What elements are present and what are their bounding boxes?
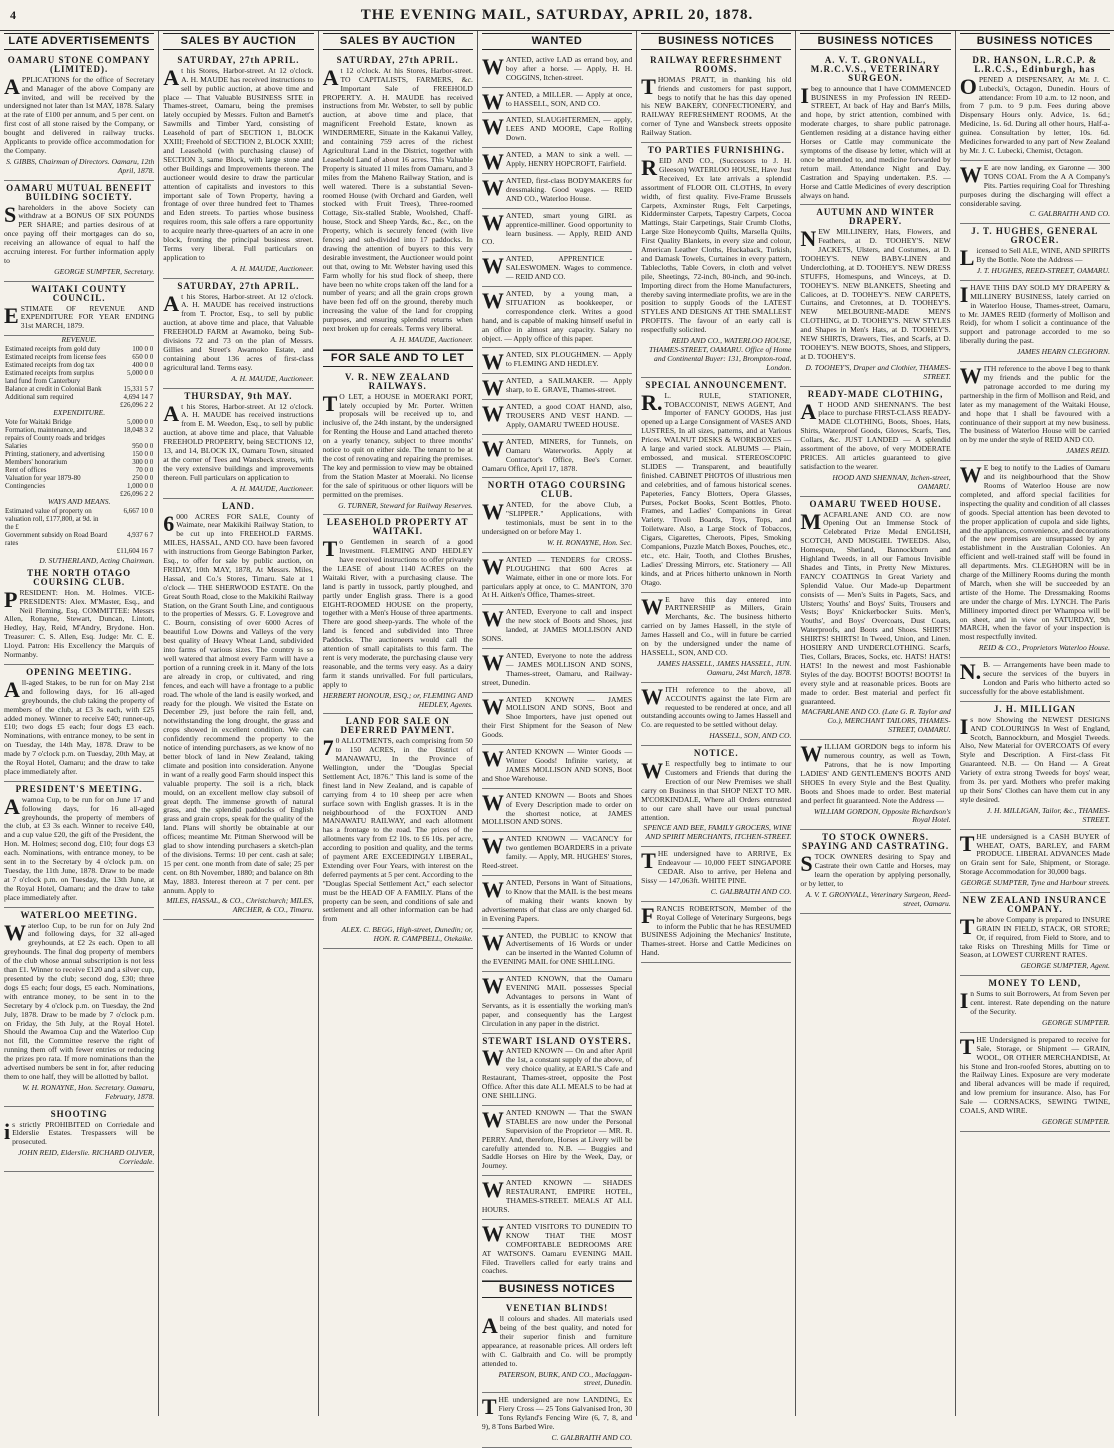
column-1 [0, 31, 159, 1416]
advertisement [482, 1034, 632, 1106]
section-heading: FOR SALE AND TO LET [323, 350, 473, 367]
column-heading: SALES BY AUCTION [163, 33, 313, 50]
account-row [4, 442, 154, 450]
ad-body: WANTED KNOWN — VACANCY for two gentlemen BOARDERS in a private family. — Apply, MR. HUGHES' Stores, Reed-street. [481, 833, 633, 871]
ad-signature: A. H. MAUDE, Auctioneer. [390, 335, 473, 344]
section-heading: BUSINESS NOTICES [482, 1281, 632, 1298]
advertisement [163, 499, 313, 921]
advertisement [482, 1106, 632, 1176]
advertisement [482, 287, 632, 348]
ad-signature: REID AND CO., WATERLOO HOUSE, THAMES-STREET, OAMARU. Office of Home and Continental Buyer: 131, Brompton-road, London. [648, 336, 792, 372]
advertisement [960, 161, 1110, 224]
ad-title: READY-MADE CLOTHING, [807, 388, 944, 399]
ad-title: DR. HANSON, L.R.C.P. & L.R.C.S., Edinburgh, has [972, 54, 1098, 74]
account-amount: 5,000 0 0 [127, 418, 154, 427]
ad-body: Licensed to Sell ALE, WINE, AND SPIRITS By the Bottle. Note the Address — [959, 245, 1110, 271]
advertisement [641, 847, 791, 902]
ad-title: OAMARU TWEED HOUSE. [809, 498, 942, 509]
advertisement [960, 461, 1110, 658]
advertisement [960, 893, 1110, 976]
account-amount: 5,000 0 0 [127, 369, 154, 378]
ad-title: J. T. HUGHES, GENERAL GROCER. [971, 226, 1099, 246]
ad-signature: C. GALBRAITH AND CO. [710, 886, 792, 896]
ad-signature: GEORGE SUMPTER. [1042, 1116, 1110, 1126]
ad-body: WANTED, a MILLER. — Apply at once, to HASSELL, SON, AND CO. [481, 88, 633, 114]
advertisement [482, 209, 632, 253]
ad-title: NEW ZEALAND INSURANCE COMPANY. [962, 895, 1107, 914]
ad-body: APPLICATIONS for the office of Secretary and Manager of the above Company are invited, and will be received by the undersigned not later than 1st MAY, 1878. Salary at the rate of £100 per annum, and 5 per cent. on first cost of all stone raised by the Company, or bought and delivered in railway trucks. Applicants to provide office accommodation for the Company. [4, 73, 155, 155]
ad-signature: GEORGE SUMPTER. [1042, 1017, 1110, 1027]
ad-signature: J. H. MILLIGAN, Tailor, &c., THAMES-STREET. [986, 805, 1110, 824]
advertisement [4, 53, 154, 181]
account-row [4, 450, 154, 458]
account-item: Rent of offices [5, 466, 47, 475]
ad-title: SATURDAY, 27th APRIL. [177, 54, 300, 65]
account-amount: 300 0 0 [132, 458, 154, 467]
ad-signature: C. GALBRAITH AND CO. [1029, 209, 1110, 219]
ad-body: is strictly PROHIBITED on Corriedale and Elderslie Estates. Trespassers will be prosecuted. [4, 1118, 155, 1147]
advertisement [482, 745, 632, 789]
account-row [4, 393, 154, 401]
ad-body: WANTED, smart young GIRL as apprentice-milliner. Good opportunity to learn business. — Apply, REID AND CO. [481, 209, 633, 247]
advertisement [960, 702, 1110, 830]
account-item: Valuation for year 1879-80 [5, 474, 81, 483]
advertisement [4, 566, 154, 665]
ad-title: RAILWAY REFRESHMENT ROOMS. [650, 54, 783, 74]
advertisement [960, 830, 1110, 893]
account-row [4, 418, 154, 426]
ad-signature: GEORGE SUMPTER, Tyne and Harbour streets. [960, 878, 1110, 888]
ad-title: SATURDAY, 27th APRIL. [336, 54, 459, 65]
ad-signature: W. H. RONAYNE, Hon. Secretary. Oamaru, February, 1878. [22, 1082, 155, 1101]
ad-body: WE are now landing, ex Garonne — 300 TONS COAL From the A A Company's Pits. Parties requiring Coal for Threshing purposes during the discharging will effect a considerable saving. [959, 161, 1110, 208]
ad-body: MACFARLANE AND CO. are now Opening Out an Immense Stock of Celebrated Prize Medal ENGLISH, SCOTCH, AND MOSGIEL TWEEDS. Also, Homespun, Shetland, Bannockburn and Highland Tweeds, in all our Famous Invisible Shades and Tints, in Pretty New Mixtures. FANCY COATINGS In Great Variety and Splendid Value. Our Made-up Department consists of — Men's Suits in Pagets, Sacs, and Ulsters; Youths' and Boys' Suits, Trousers and Vests; Boys' Knickerbocker Suits. Men's, Youths', and Boys' Overcoats, Dust Coats, Waterproofs, and Boots and Shoes. SHIRTS! SHIRTS! SHIRTS! In Tweed, Union, and Linen. HOSIERY AND UNDERCLOTHING. Scarfs, Ties, Collars, Braces, Socks, etc. HATS! HATS! HATS! In the newest and most Fashionable Styles of the day. BOOTS! BOOTS! BOOTS! In every style and at reasonable prices. Boots are made to order. Best material and perfect fit guaranteed. [800, 508, 951, 706]
ad-signature: D. TOOHEY'S, Draper and Clothier, THAMES-STREET. [805, 362, 951, 381]
advertisement [800, 830, 950, 913]
advertisement [960, 224, 1110, 281]
ad-body: WANTED, Everyone to note the address — JAMES MOLLISON AND SONS, Thames-street, Oamaru, and Railway-street, Dunedin. [481, 649, 633, 687]
ad-body: THE Undersigned is prepared to receive for Sale, Storage, or Shipment — GRAIN, WOOL, OR OTHER MERCHANDISE, At his Stone and Iron-roofed Stores, abutting on to the Railway Lines. Exposure are very moderate and liberal advances will be made if required, and low premium for insurance. Also, has For Sale — CORNSACKS, SEWING TWINE, COALS, AND WIRE. [959, 1033, 1110, 1116]
account-amount: 250 0 0 [132, 474, 154, 483]
ad-title: PRESIDENT'S MEETING. [15, 783, 143, 794]
advertisement [482, 88, 632, 114]
account-amount: 650 0 0 [132, 353, 154, 362]
advertisement [482, 1393, 632, 1448]
ad-body: WITH reference to the above I beg to thank my friends and the public for the patronage accorded to me during my partnership in the firm of Mollison and Reid, and later as my management of the Waitaki House, and hope that I shall be favoured with a continuance of their support at my new business. The business of Waterloo House will be carried on by me under the style of REID AND CO. [959, 363, 1110, 445]
ad-title: MONEY TO LEND, [988, 978, 1082, 989]
account-heading: REVENUE. [61, 335, 97, 345]
account-item: Balance at credit in Colonial Bank [5, 385, 102, 394]
advertisement [482, 435, 632, 479]
account-row [4, 385, 154, 393]
advertisement [800, 740, 950, 830]
ad-signature: A. H. MAUDE, Auctioneer. [231, 373, 314, 383]
column-heading: BUSINESS NOTICES [800, 33, 950, 50]
account-item: Estimated value of property on valuation roll, £177,800, at 9d. in the £ [5, 507, 99, 531]
ad-body: WANTED, active LAD as errand boy, and boy after a horse. — Apply, H. H. COGGINS, Itchen-street. [481, 53, 633, 82]
ad-body: R.L. RULE, STATIONER, TOBACCONIST, NEWS AGENT, And Importer of FANCY GOODS, Has just opened up a Large Consignment of VASES AND LUSTRES, In all sizes, patterns, and at Various Prices. WALNUT DESKS & WORKBOXES — A large and varied stock. ALBUMS — Plain, embossed, and musical. STEREOSCOPIC SLIDES — Transparent, and beautifully finished. CABINET PHOTOS Of illustrious men and celebrities, and of famous historical scenes. Papeteries, Fancy Blotters, Opera Glasses, Purses, Pocket Books, Scent Bottles, Photo. Frames, and Ladies' Companions in Great Variety. Tivoli Boards, Toys, Tops, and Toiletware. Also, a Large Stock of Tobaccos, Cigars, Cigarettes, Cheroots, Pipes, Smoking Companions, Puzzle Match Boxes, Pouches, etc., etc., etc. Hair, Tooth, and Clothes Brushes, Ladies' Dressing Mirrors, etc. Stationery — All kinds, and at Prices hitherto unknown in North Otago. [641, 389, 792, 587]
account-amount: 6,667 10 0 [123, 507, 154, 515]
ad-title: NOTICE. [693, 748, 739, 759]
column-6 [796, 31, 955, 1416]
advertisement [482, 53, 632, 88]
ad-body: THE undersigned are now LANDING, Ex Fiery Cross — 25 Tons Galvanised Iron, 30 Tons Ryland's Fencing Wire (6, 7, 8, and 9), 8 Tons Barbed Wire. [481, 1394, 633, 1432]
ad-body: Shareholders in the above Society can withdraw at a BONUS OF SIX POUNDS PER SHARE; and parties desirous of at once paying off their mortgages can do so, receiving an allowance of equal to half the accruing interest. For further information apply to [4, 201, 155, 265]
ad-title: TO PARTIES FURNISHING. [647, 145, 785, 156]
ad-signature: HERBERT HONOUR, ESQ.; or, FLEMING AND HEDLEY, Agents. [322, 690, 473, 709]
page-number: 4 [10, 8, 17, 22]
advertisement [960, 658, 1110, 702]
advertisement [482, 605, 632, 649]
advertisement [482, 148, 632, 174]
ad-body: WITH reference to the above, all ACCOUNTS against the late Firm are requested to be rendered at once, and all outstanding accounts owing to James Hassell and Co. are requested to be settled without delay. [641, 683, 792, 730]
advertisement [323, 714, 473, 949]
account-row [4, 474, 154, 482]
account-item: Estimated receipts from surplus land fund from Canterbury [5, 369, 94, 386]
advertisement [482, 113, 632, 148]
ad-body: 6000 ACRES FOR SALE, County of Waimate, near Makikihi Railway Station, to be cut up into FREEHOLD FARMS. MILES, HASSAL, AND CO. have been favored with instructions from George Babington Parker, Esq., to offer for sale by public auction, on FRIDAY, 10th MAY, 1878, At Messrs. Miles, Hassal, and Co.'s Stores, Timaru. Sale at 1 o'clock — THE SHERWOOD ESTATE. On the Great South Road, close to the Makikihi Railway Station, on the Grant South Line, and contiguous to the properties of Messrs. G. F. Lovegrove and C. Bourn, consisting of over 6000 Acres of beautiful Low Downs and Valleys of the very best quality of Heavy Wheat Land, subdivided into farms of various sizes. The country is so well watered that almost every Farm will have a portion of a running creek in it. Many of the lots are already in crop, or cultivated, and ring fences, and each will have a frontage to a public road. The whole of the land is easily worked, and ready for the plough. We visited the Estate on December 29, just before the rain fell, and, notwithstanding the long drought, the grass and crops showed in excellent condition. We can confidently recommend the property to the notice of intending purchasers, as we know of no better block of land in New Zealand, taking climate and position into consideration. Anyone in want of a really good Farm should inspect this valuable property. The soil is a rich, black mould, on an excellent mellow clay subsoil of great depth. The immense growth of natural grass, and the splendid paddocks of English grass and grain crops, speak for the quality of the land. Plans will shortly be obtainable at our offices; meantime Mr. Pitman Sherwood will be glad to show intending purchasers a sketch-plan of the divisions. Terms: 10 per cent. cash at sale; 15 per cent. one month from date of sale; 25 per cent. on 8th November, 1880; and balance on 8th May, 1883. Interest thereon at 7 per cent. per annum. Apply to [163, 510, 314, 895]
advertisement [482, 1301, 632, 1393]
advertisement [800, 205, 950, 386]
account-amount: 4,694 14 7 [123, 393, 154, 402]
advertisement [800, 53, 950, 206]
account-row [4, 482, 154, 490]
ad-body: In Sums to suit Borrowers, At from Seven per cent. interest. Rate depending on the nature of the Security. [959, 988, 1110, 1016]
ad-signature: GEORGE SUMPTER, Agent. [1020, 961, 1110, 971]
ad-body: WANTED KNOWN — SHADES RESTAURANT, EMPIRE HOTEL, THAMES-STREET. MEALS AT ALL HOURS. [481, 1177, 633, 1214]
advertisement [323, 515, 473, 714]
ad-body: AT HOOD AND SHENNAN'S. The best place to purchase FIRST-CLASS READY-MADE CLOTHING, Boots, Shoes, Hats, Shirts, Waterproof Goods, Gloves, Scarfs, Ties, Collars, &c. JUST LANDED — A splendid assortment of the above, of very MODERATE PRICES. All articles guaranteed to give satisfaction to the wearer. [800, 398, 951, 471]
column-7 [956, 31, 1114, 1416]
ad-signature: JAMES HASSELL, JAMES HASSELL, JUN. Oamaru, 24st March, 1878. [657, 658, 792, 677]
ad-body: IHAVE THIS DAY SOLD MY DRAPERY & MILLINERY BUSINESS, lately carried on in Waterloo House, Thames-street, Oamaru, to Mr. JAMES REID (formerly of Mollison and Reid), for whom I solicit a continuance of the support and patronage accorded to me so liberally during the past. [959, 281, 1110, 346]
advertisement [482, 693, 632, 746]
account-amount: 400 0 0 [132, 361, 154, 370]
ad-body: STOCK OWNERS desiring to Spay and Castrate their own Cattle and Horses, may learn the operation by applying personally, or by letter, to [800, 851, 951, 888]
account-row [4, 361, 154, 369]
ad-body: WANTED KNOWN — On and after April the 1st, a constant supply of the above, of very choice quality, at EARL'S Cafe and Restaurant, Thames-street, opposite the Post Office. After this date ALL MEALS to be had at ONE SHILLING. [481, 1045, 633, 1100]
ad-body: WANTED, SIX PLOUGHMEN. — Apply to FLEMING AND HEDLEY. [481, 349, 633, 375]
advertisement [323, 53, 473, 350]
account-item: Additional sum required [5, 393, 74, 402]
advertisement [482, 649, 632, 693]
advertisement [641, 378, 791, 593]
advertisement [641, 53, 791, 143]
column-2 [159, 31, 318, 1416]
ad-body: WANTED, SLAUGHTERMEN, — apply, LEES AND MOORE, Cape Rolling Down. [481, 114, 633, 143]
ad-signature: PATERSON, BURK, AND CO., Maclaggan-street, Dunedin. [498, 1369, 633, 1388]
ad-body: WANTED, APPRENTICE - SALESWOMEN. Wages to commence. — REID AND CO. [481, 253, 633, 282]
ad-body: WANTED, for the above Club, a "SLIPPER." Applications, with testimonials, must be sent in to the undersigned on or before May 1. [481, 499, 633, 536]
ad-signature: JOHN REID, Elderslie. RICHARD OLIVER, Corriedale. [18, 1148, 155, 1167]
account-table [4, 507, 154, 555]
ad-title: V. R. NEW ZEALAND RAILWAYS. [344, 371, 451, 391]
ad-signature: SPENCE AND BEE, FAMILY GROCERS, WINE AND SPIRIT MERCHANTS, ITCHEN-STREET. [643, 823, 792, 842]
ad-body: WANTED, a SAILMAKER. — Apply sharp, to E. GRAVE, Thames-street. [481, 375, 633, 401]
ad-body: WANTED VISITORS TO DUNEDIN TO KNOW THAT THE MOST COMFORTABLE BEDROOMS ARE AT WATSON'S. Oamaru EVENING MAIL Filed. Travellers called for early trains and coaches. [481, 1220, 633, 1276]
newspaper-columns [0, 31, 1114, 1442]
column-3 [319, 31, 478, 1416]
advertisement [4, 282, 154, 337]
column-4 [478, 31, 637, 1442]
advertisement [4, 181, 154, 282]
advertisement [641, 902, 791, 963]
ad-signature: A. V. T. GRONVALL, Veterinary Surgeon, Reed-street, Oamaru. [805, 889, 951, 908]
account-item: Salaries [5, 442, 28, 451]
ad-signature: MILES, HASSAL, & CO., Christchurch; MILES, ARCHER, & CO., Timaru. [166, 896, 314, 915]
ad-title: THE NORTH OTAGO COURSING CLUB. [27, 567, 132, 587]
advertisement [960, 53, 1110, 161]
advertisement [641, 143, 791, 378]
ad-signature: JAMES REID. [1066, 446, 1110, 456]
account-row [4, 507, 154, 531]
ad-body: At his Stores, Harbor-street. At 12 o'clock. A. H. MAUDE has received instructions to sell by public auction, at above time and place — That Valuable BUSINESS SITE in Thames-street, Oamaru, being the premises lately occupied by Messrs. Fulton and Barnett's Sawmills and Timber Yard, consisting of Leasehold of part of SECTION 1, BLOCK XXIII; Freehold of SECTION 2, BLOCK XXIII; and Leasehold (with purchasing clause) of SECTION 3, same Block, with large stone and other Buildings and Improvements thereon. The auctioneer would desire to draw the particular attention of capitalists and investors to this important sale of Town Property, having a frontage of over three hundred feet to Thames and Eden streets. To parties whose business requires room, this sale offers a rare opportunity to acquire nearly three-quarters of an acre in one block, fronting the principal business street. Terms very liberal. Full particulars on application to [163, 64, 314, 262]
ad-signature: J. T. HUGHES, REED-STREET, OAMARU. [976, 265, 1110, 275]
account-item: Contingencies [5, 482, 46, 491]
column-heading: LATE ADVERTISEMENTS [4, 33, 154, 50]
ad-title: A. V. T. GRONVALL, M.R.C.V.S., VETERINARY SURGEON. [810, 54, 941, 83]
ad-signature: A. H. MAUDE, Auctioneer. [231, 483, 314, 493]
newspaper-title: THE EVENING MAIL, SATURDAY, APRIL 20, 1878. [360, 7, 754, 23]
ad-title: NORTH OTAGO COURSING CLUB. [487, 480, 627, 500]
column-heading: SALES BY AUCTION [323, 33, 473, 50]
ad-body: PRESIDENT: Hon. M. Holmes. VICE-PRESIDENTS: Alex. M'Master, Esq., and Neil Fleming, Esq. COMMITTEE: Messrs Allen, Ronayne, Stewart, Duncan, Lintott, Hedley, Hay, Reid, M'Andry, Brydone. Hon. Treasurer: C. S. Allen, Esq. Judge: Mr. C. E. Lloyd. Patron: His Excellency the Marquis of Normanby. [4, 586, 155, 660]
advertisement [960, 976, 1110, 1033]
account-amount: 4,937 6 7 [127, 531, 154, 539]
ad-signature: W. H. RONAYNE, Hon. Sec. [546, 537, 633, 547]
ad-signature: WILLIAM GORDON, Opposite Richardson's Royal Hotel. [813, 806, 951, 825]
ad-signature: MACFARLANE AND CO. (Late G. R. Taylor and Co.), MERCHANT TAILORS, THAMES-STREET, OAMARU. [801, 707, 951, 735]
ad-body: THE undersigned have to ARRIVE, Ex Endeavour — 10,000 FEET SINGAPORE CEDAR. Also to arrive, per Helena and Sissy — 147,063ft. WHITE PINE. [641, 848, 792, 885]
ad-body: WANTED, a MAN to sink a well. — Apply, HENRY HOPCROFT, Fairfield. [481, 149, 633, 175]
ad-body: WILLIAM GORDON begs to inform his numerous country, as well as Town, Patrons, that he is now Importing LADIES' AND GENTLEMEN'S BOOTS AND SHOES In every Style and the Best Quality. Boots and Shoes made to order. Best material and perfect fit guaranteed. Note the Address — [800, 741, 951, 805]
account-row [4, 466, 154, 474]
ad-title: WAITAKI COUNTY COUNCIL. [31, 283, 127, 303]
ad-title: TO STOCK OWNERS. SPAYING AND CASTRATING. [801, 832, 950, 852]
account-total: £26,096 2 2 [120, 490, 154, 499]
advertisement [482, 374, 632, 400]
ad-body: WANTED, MINERS, for Tunnels, on Oamaru Waterworks. Apply at Contractor's Office, Bee's Corner. Oamaru Office, April 17, 1878. [481, 435, 633, 473]
ad-body: WANTED KNOWN — That the SWAN STABLES are now under the Personal Supervision of the Proprietor — MR. R. PERRY. And, therefore, Horses at Livery will be carefully attended to. N.B. — Buggies and Saddle Horses on Hire by the Week, Day, or Journey. [481, 1106, 633, 1171]
advertisement [163, 53, 313, 279]
account-item: Vote for Waitaki Bridge [5, 418, 72, 427]
ad-body: WE have this day entered into PARTNERSHIP as Millers, Grain Merchants, &c. The business hitherto carried on by James Hassell, in the style of James Hassell and Co., will in future be carried on by the undersigned under the name of HASSELL, SON, AND CO. [641, 593, 792, 657]
ad-title: LAND. [222, 500, 255, 511]
advertisement [482, 876, 632, 929]
account-amount: 70 0 0 [135, 466, 154, 475]
account-row [4, 531, 154, 547]
ad-title: OAMARU MUTUAL BENEFIT BUILDING SOCIETY. [6, 182, 153, 202]
ad-title: THURSDAY, 9th MAY. [184, 390, 293, 401]
account-heading: EXPENDITURE. [53, 408, 106, 418]
ad-body: ESTIMATE OF REVENUE AND EXPENDITURE FOR YEAR ENDING 31st MARCH, 1879. [4, 302, 155, 331]
ad-title: OAMARU STONE COMPANY (LIMITED). [7, 54, 151, 74]
advertisement [482, 252, 632, 287]
account-total: £26,096 2 2 [120, 401, 154, 410]
account-item: Estimated receipts from gold duty [5, 345, 101, 354]
ad-body: WANTED, by a young man, a SITUATION as bookkeeper, or correspondence clerk. Writes a good hand, and is capable of making himself useful in an office in almost any capacity. Salary no object. — Apply office of this paper. [481, 288, 633, 343]
column-5 [637, 31, 796, 1416]
ad-body: Awamoa Cup, to be run for on June 17 and following days, for 16 all-aged greyhounds, the property of members of the club, at £3 3s each. Winner to receive £40, and a cup value £20, the gift of the President, the Hon. M. Holmes; second dog, £10; four dogs £3 each. Nominations, with entrance money, to be sent in to the Secretary by 4 o'clock p.m. on Tuesday, the 11th June, 1878. Draw to be made at 7 o'clock p.m. on Tuesday, the 13th June, at the Royal Hotel, Oamaru; and the draw to take place immediately after. [4, 793, 155, 902]
ad-body: Ibeg to announce that I have COMMENCED BUSINESS in my Profession IN REED-STREET, At back of Hay and Barr's Mills, and hope, by strict attention, combined with moderate charges, to share public patronage. Gentlemen residing at a distance having either Horses or Cattle may communicate the symptoms of the disease by letter, which will at once be attended to, and medicine forwarded by return mail. Attendance Night and Day. Castration and Spaying undertaken. P.S. — Horse and Cattle Medicines of every description always on hand. [800, 82, 951, 200]
ad-signature: GEORGE SUMPTER, Secretary. [54, 266, 155, 276]
advertisement [323, 370, 473, 516]
ad-body: At his Stores, Harbor-street. At 12 o'clock. A. H. MAUDE has received instructions from E. M. Weedon, Esq., to sell by public auction, at above time and place, that Valuable FREEHOLD PROPERTY, being SECTIONS 12, 13, and 14, BLOCK IX, Oamaru Town, situated at the corner of Tees and Wansbeck streets, with the very extensive buildings and improvements thereon. Full particulars on application to [163, 400, 314, 482]
account-item: Formation, maintenance, and repairs of County roads and bridges [5, 426, 106, 443]
ad-body: WE beg to notify to the Ladies of Oamaru and its neighbourhood that the Show Rooms of Waterloo House are now completed, and afford special facilities for inspecting the quality and condition of all classes of goods. Special attention has been devoted to the proper application of cupola and side lights, and the appliances, convenience, and decorations of the new premises are unsurpassed by any establishment in the Australian Colonies. An efficient and well-trained staff will be found in all departments. Mrs. CLEGHORN will be in charge of the Millinery Rooms during the month of March, when she will be succeeded by an artiste of the Home. The Dressmaking Rooms are under the charge of Mrs. LYNCH. The Paris Millinery imported direct per Whampoa will be on sheet, and in view on SATURDAY, 9th MARCH, when the favor of your inspection is most respectfully invited. [959, 462, 1110, 642]
account-item: Estimated receipts from dog tax [5, 361, 95, 370]
column-heading: WANTED [482, 33, 632, 50]
ad-body: Is now Showing the NEWEST DESIGNS AND COLOURINGS In West of England, Scotch, Bannockburn, and Mosgiel Tweeds. Also, New Material for OVERCOATS Of every Style and Description. A First-class Fit Guaranteed. N.B. — On Hand — A Great Variety of extra strong Tweeds for boys' wear, from 3s. per yard. Mothers who prefer making up their Sons' Clothes can have them cut in any style desired. [959, 713, 1110, 804]
ad-body: NEW MILLINERY, Hats, Flowers, and Feathers, at D. TOOHEY'S. NEW JACKETS, Ulsters, and Costumes, at D. TOOHEY'S. NEW BABY-LINEN and Underclothing, at D. TOOHEY'S. NEW DRESS STUFFS, Homespuns, and Winceys, at D. TOOHEY'S. NEW BLANKETS, Sheeting and Calicoes, at D. TOOHEY'S. NEW CARPETS, Curtains, and Cretonnes, at D. TOOHEY'S. NEW MELBOURNE-MADE MEN'S CLOTHING, at D. TOOHEY'S. NEW STYLES and Shapes in Men's Hats, at D. TOOHEY'S. NEW SHIRTS, Drawers, Ties, and Scarfs, at D. TOOHEY'S. NEW BOOTS, Shoes, and Slippers, at D. TOOHEY'S. [800, 226, 951, 361]
account-total: £11,604 16 7 [116, 547, 154, 555]
ad-title: SATURDAY, 27th APRIL. [177, 280, 300, 291]
advertisement [4, 782, 154, 908]
advertisement [4, 665, 154, 782]
account-item: Government subsidy on Road Board rates [5, 531, 108, 547]
advertisement [482, 972, 632, 1033]
ad-body: FRANCIS ROBERTSON, Member of the Royal College of Veterinary Surgeons, begs to inform the Public that he has RESUMED BUSINESS Adjoining the Mechanics' Institute, Thames-street. Horse and Cattle Medicines on Hand. [641, 902, 792, 958]
ad-body: WANTED, a good COAT HAND, also, TROUSERS AND VEST HAND. — Apply, OAMARU TWEED HOUSE. [481, 401, 633, 429]
advertisement [960, 1033, 1110, 1132]
ad-body: THOMAS PRATT, in thanking his old friends and customers for past support, begs to notify that he has this day opened his NEW BAKERY, CONFECTIONERY, and RAILWAY REFRESHMENT ROOMS, At the corner of Tyne and Wansbeck streets opposite Railway Station. [641, 73, 792, 138]
ad-body: WANTED KNOWN — Winter Goods — Winter Goods! Infinite variety, at JAMES MOLLISON AND SONS, Boot and Shoe Warehouse. [481, 746, 633, 783]
column-heading: BUSINESS NOTICES [960, 33, 1110, 50]
ad-title: SPECIAL ANNOUNCEMENT. [645, 379, 788, 390]
advertisement [800, 387, 950, 497]
account-amount: 950 0 0 [132, 442, 154, 451]
ad-body: OPENED A DISPENSARY, At Mr. J. C. Lubecki's, Octagon, Dunedin. Hours of attendance: From 10 a.m. to 12 noon, and from 7 p.m. to 9 p.m. Fees during above Dispensary Hours only. Advice, 1s. 6d.; Medicine, 1s. 6d. During all other hours, Half-a-guinea. Consultation by letter, 10s. 6d. Medicines forwarded to any part of New Zealand by Mr. J. C. Lubecki, Chemist, Octagon. [959, 73, 1110, 155]
ad-body: At 12 o'clock. At his Stores, Harbor-street. TO CAPITALISTS, FARMERS, &c. Important Sale of FREEHOLD PROPERTY. A. H. MAUDE has received instructions from Mr. Webster, to sell by public auction, at above time and place, that magnificent Freehold Estate, known as WINDERMERE, Situate in the Kakanui Valley, and containing 759 acres of the richest Agricultural Land in the District, together with Leasehold Land of about 16 acres. This Valuable Property is situated 11 miles from Oamaru, and 3 miles from the Maheno Railway Station, and is well watered. There is a substantial Seven-roomed House (with Orchard and Garden, well stocked with Fruit Trees), Three-roomed Cottage, Six-stalled Stable, Woolshed, Chaff-house, Stock and Sheep Yards, &c., &c., on the Property, which is securely fenced (with live fences) and sub-divided into 17 paddocks. In drawing the attention of buyers to this very desirable investment, the Auctioneer would point out that, owing to Mr. Webster having used this Farm wholly for his stud flock of sheep, there have been no white crops taken off the land for a number of years; and all the grain crops grown have been fed off on the ground, thereby much increasing the value of the land for cropping purposes, and ensuring splendid returns when next broken up for cereals. Terms very liberal. [322, 64, 473, 334]
account-row [4, 426, 154, 442]
advertisement [482, 174, 632, 209]
ad-signature: ALEX. C. BEGG, High-street, Dunedin; or, HON. R. CAMPBELL, Otekaike. [341, 925, 473, 944]
advertisement [800, 497, 950, 741]
account-amount: 18,048 3 2 [123, 426, 154, 435]
account-amount: 15,331 5 7 [123, 385, 154, 394]
ad-body: WANTED, Persons in Want of Situations, to Know that the MAIL is the best means of making their wants known by advertisements of that class are only charged 6d. in Evening Papers. [481, 876, 633, 923]
advertisement [482, 553, 632, 606]
advertisement [4, 908, 154, 1107]
ad-title: VENETIAN BLINDS! [505, 1303, 609, 1314]
advertisement [482, 929, 632, 973]
account-total-row [4, 547, 154, 555]
advertisement [163, 389, 313, 499]
ad-body: WANTED KNOWN — Boots and Shoes of Every Description made to order on the shortest notice, at JAMES MOLLISON AND SONS. [481, 789, 633, 827]
account-row [4, 353, 154, 361]
ad-body: WANTED, the PUBLIC to KNOW that Advertisements of 16 Words or under can be inserted in the Wanted Column of the EVENING MAIL for ONE SHILLING. [481, 929, 633, 967]
account-item: Estimated receipts from license fees [5, 353, 107, 362]
advertisement [960, 281, 1110, 362]
advertisement [482, 1220, 632, 1281]
ad-title: LAND FOR SALE ON DEFERRED PAYMENT. [340, 716, 455, 736]
account-signature: D. SUTHERLAND, Acting Chairman. [39, 556, 155, 565]
account-row [4, 369, 154, 385]
account-table [4, 345, 154, 409]
ad-signature: HASSELL, SON, AND CO. [709, 731, 792, 741]
account-heading: WAYS AND MEANS. [47, 497, 111, 507]
ad-title: STEWART ISLAND OYSTERS. [482, 1035, 632, 1046]
ad-body: WANTED, Everyone to call and inspect the new stock of Boots and Shoes, just landed, at JAMES MOLLISON AND SONS. [481, 606, 633, 644]
ad-body: TO LET, a HOUSE in MOERAKI PORT, lately occupied by Mr. Porter. Written proposals will be received up to, and inclusive of, the 24th instant, by the undersigned for Renting the House and Land attached thereto on a yearly tenancy, subject to three months' notice to quit on either side. The tenant to be at the cost of renovating and repairing the premises. The key and permission to view may be obtained from the Station Master at Moeraki. No license for the sale of spirituous or other liquors will be permitted on the premises. [322, 390, 473, 499]
account-row [4, 345, 154, 353]
ad-body: WANTED KNOWN — JAMES MOLLISON AND SONS, Boot and Shoe Importers, have just opened out their First Shipment for the Season of New Goods. [481, 693, 633, 740]
account-amount: 1,000 0 0 [127, 482, 154, 491]
ad-body: Waterloo Cup, to be run for on July 2nd and following days, for 32 all-aged greyhounds, at £2 2s each. Open to all greyhounds. The final dog property of members of the club whose annual subscription is not less than £1. Winner to receive £120 and a silver cup, presented by the club; second dog, £30; three dogs £5 each; four dogs, £5 each. Nominations, with entrance money, to be sent in to the Secretary by 4 o'clock p.m. on Tuesday, the 2nd July, 1878. Draw to be made by 7 o'clock p.m. on Friday, the 5th July, at the Royal Hotel. Should the Awamoa Cup and the Waterloo Cup not fill, the Committee reserve the right of running them off with fewer entries or reducing the prizes pro rata. If more nominations than the advertised numbers be sent in for, after reducing them to one half, they will be allotted by ballot. [4, 919, 155, 1081]
ad-signature: G. TURNER, Steward for Railway Reserves. [338, 500, 473, 510]
advertisement [482, 789, 632, 833]
advertisement [163, 279, 313, 389]
ad-title: SHOOTING [50, 1108, 108, 1119]
column-heading: BUSINESS NOTICES [641, 33, 791, 50]
ad-body: 70 ALLOTMENTS, each comprising from 50 to 150 ACRES, in the District of MANAWATU, In the Province of Wellington, under the "Douglas Special Settlement Act, 1876." This land is some of the finest land in New Zealand, and is capable of carrying from 4 to 10 sheep per acre when surface sown with English grasses. It is in the neighbourhood of the FOXTON AND MANAWATU RAILWAY, and each allotment has a frontage to the road. The prices of the allotments vary from £2 10s. to £6 10s. per acre, according to position and quality, and the terms of payment ARE EXCEEDINGLY LIBERAL, Extending over Four Years, with interest on the deferred payments at 5 per cent. According to the "Douglas Special Settlement Act," each selector must be the HEAD OF A FAMILY. Plans of the property can be seen, and conditions of sale and settlement and all other information can be had from [322, 735, 473, 924]
ad-body: THE undersigned is a CASH BUYER of WHEAT, OATS, BARLEY, and FARM PRODUCE. LIBERAL ADVANCES Made on Grain sent for Sale, Shipment, or Storage. Storage Accommodation for 30,000 bags. [959, 830, 1110, 877]
account-total-label [4, 547, 108, 555]
account-item: Members' honorarium [5, 458, 68, 467]
ad-signature: REID & CO., Proprietors Waterloo House. [978, 643, 1110, 653]
ad-signature: HOOD AND SHENNAN, Itchen-street, OAMARU. [832, 472, 951, 491]
ad-body: All colours and shades. All materials used being of the best quality, and noted for their superior finish and furniture appearance, at reasonable prices. All orders left with C. Galbraith and Co. will be promptly attended to. [481, 1313, 633, 1368]
ad-title: J. H. MILLIGAN [993, 703, 1076, 714]
ad-title: AUTUMN AND WINTER DRAPERY. [816, 207, 935, 227]
advertisement [641, 746, 791, 847]
advertisement [482, 1176, 632, 1220]
advertisement [482, 832, 632, 876]
account-amount: 150 0 0 [132, 450, 154, 459]
advertisement [482, 348, 632, 374]
ad-body: WANTED — TENDERS for CROSS-PLOUGHING that 600 Acres at Waimate, either in one or more lots. For particulars apply at once, to C. MANTON, 370 At H. Aitken's Office, Thames-street. [481, 553, 633, 600]
masthead [0, 0, 1114, 31]
advertisement [641, 683, 791, 746]
ad-signature: S. GIBBS, Chairman of Directors. Oamaru, 12th April, 1878. [6, 156, 155, 175]
account-item: Printing, stationery, and advertising [5, 450, 105, 459]
account-amount: 100 0 0 [132, 345, 154, 354]
advertisement [4, 1107, 154, 1172]
ad-title: WATERLOO MEETING. [20, 909, 138, 920]
ad-body: At his Stores, Harbor-street. At 12 o'clock. A. H. MAUDE has received instructions from T. Proctor, Esq., to sell by public auction, at above time and place, that Valuable FREEHOLD FARM at Awamoko, being Sub-divisions 72 and 73 on the plan of Messrs. Gillies and Street's Awamoko Estate, and containing about 136 acres of first-class agricultural land. Terms easy. [163, 290, 314, 372]
account-row [4, 458, 154, 466]
ad-body: To Gentlemen in search of a good Investment. FLEMING AND HEDLEY have received instructions to offer privately the LEASE of about 1140 ACRES on the Waitaki River, with a purchasing clause. The land is partly in tussock, partly ploughed, and partly under English grass. There is a good EIGHT-ROOMED HOUSE on the property, together with a Men's House of three apartments. There are good sheep-yards. The whole of the land is fenced and subdivided into Three Paddocks. The auctioneers would call the attention of small capitalists to this farm. The rent is very moderate, the purchasing clause very reasonable, and the terms very easy. As a dairy farm it stands unrivalled. For full particulars, apply to [322, 536, 473, 689]
ad-body: WANTED KNOWN, that the Oamaru EVENING MAIL possesses Special Advantages to persons in Want of Servants, as it is essentially the working man's paper, and consequently has the Largest Circulation in any paper in the district. [481, 973, 633, 1028]
advertisement [960, 362, 1110, 461]
advertisement [482, 400, 632, 435]
ad-title: OPENING MEETING. [26, 666, 133, 677]
ad-body: REID AND CO., (Successors to J. H. Gleeson) WATERLOO HOUSE, Have Just Received, Ex late arrivals a splendid assortment of FLOOR OIL CLOTHS, In every width, of first quality. Five-Frame Brussels Carpets, Axminster Rugs, Felt Carpetings, Kidderminster Carpets, Tapestry Carpets, Cocoa Mattings, Stair Carpetings, Stair Crumb Cloths, Large Size Honeycomb Quilts, Marsella Quilts, First Quality Blankets, in every size and colour, American Leather Cloths, Huckaback, Turkish, and Damask Towels, Curtaines in every pattern, Tablecloths, Table Covers, in cloth and velvet pile, Sheetings, 72-inch, 80-inch, and 90-inch. Importing direct from the Home Manufacturers, thereby saving intermediate profits, we are in the position to supply Goods of the LATEST STYLES AND DESIGNS AT THE SMALLEST PROFITS. The favour of an early call is respectfully solicited. [641, 154, 792, 335]
ad-body: All-aged Stakes, to be run for on May 21st and following days, for 16 all-aged greyhounds, the club taking the property of members of the club, at £3 3s each, with £25 added money. Winner to receive £40; runner-up, £10; two dogs £5 each; four dogs £3 each. Nominations, with entrance money, to be sent in on Tuesday, the 14th May, 1878. Draw to be made by 7 o'clock p.m. on Tuesday, 20th May, at the Royal Hotel, Oamaru; and the draw to take place immediately after. [4, 676, 155, 776]
ad-signature: A. H. MAUDE, Auctioneer. [231, 263, 314, 273]
ad-body: The above Company is prepared to INSURE GRAIN IN FIELD, STACK, OR STORE; Or, if required, from Field to Store, and to take Risks on Threshing Mills for Time or Season, at LOWEST CURRENT RATES. [959, 913, 1110, 960]
account-table [4, 418, 154, 498]
ad-signature: C. GALBRAITH AND CO. [551, 1433, 633, 1442]
advertisement [641, 593, 791, 683]
advertisement [482, 478, 632, 552]
ad-body: N.B. — Arrangements have been made to secure the services of the buyers in London and Paris who hitherto acted so successfully for the above establishment. [959, 659, 1110, 696]
ad-body: WANTED, first-class BODYMAKERS for dressmaking. Good wages. — REID AND CO., Waterloo House. [481, 174, 633, 203]
ad-signature: JAMES HEARN CLEGHORN. [1016, 347, 1110, 357]
ad-title: LEASEHOLD PROPERTY AT WAITAKI. [326, 517, 469, 537]
ad-body: WE respectfully beg to intimate to our Customers and Friends that during the Erection of our New Premises we shall carry on Business in that SHOP NEXT TO MR. M'CORKINDALE, Where all Orders entrusted to our care shall have our usual punctual attention. [641, 758, 792, 822]
